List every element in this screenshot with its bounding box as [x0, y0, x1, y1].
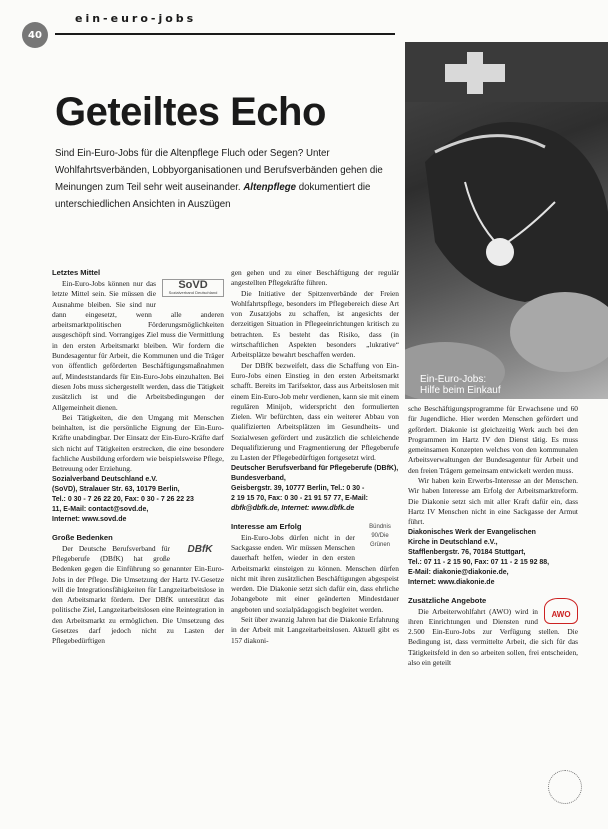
spacer — [231, 514, 399, 522]
lead-text-end: dokumentiert die unterschiedlichen Ansichten in Auszügen — [55, 182, 371, 210]
paragraph: Die Initiative der Spitzenverbände der Freien Wohlfahrtspflege, besonders im Pflegebereich diese Art von Zusatzjobs zu schaffen, ist angesichts der derzeitigen Situation in Pflegeeinrichtungen kritisch zu betrachten. Es besteht das Risiko, dass (in wirtschaftlichen Aspekten besonders „lukrative“ Arbeitsplätze bewahrt beschaffen werden. — [231, 288, 399, 360]
section-heading-grosse-bedenken: Große Bedenken — [52, 532, 113, 542]
section-heading-zusaetzliche-angebote: Zusätzliche Angebote — [408, 595, 487, 605]
column-2 — [231, 268, 399, 813]
paragraph: Der DBfK bezweifelt, dass die Schaffung von Ein-Euro-Jobs einen Einstieg in den ersten Arbeitsmarkt schafft. Bereits im Tarifsektor, dass aus Arbeitslosen mit einem Ein-Euro-Job mehr verdienen, kann sie mit einem regulären Minijob, widerspricht den formulierten Zielen. Wir befürchten, dass ein weiterer Abbau von qualifizierten Arbeitsplätzen im Gesundheits- und Sozialwesen gefördert und zusätzlich die schleichende Dequalifizierung und Fragmentierung der Pflegeberufe zu Lasten der Pflegebedürftigen fortgesetzt wird. — [231, 360, 399, 463]
article-headline: Geteiltes Echo — [55, 90, 326, 134]
caption-line-1: Ein-Euro-Jobs: — [420, 374, 487, 385]
contact-line: Kirche in Deutschland e.V., — [408, 538, 498, 546]
sovd-logo-text: SoVD — [178, 279, 208, 291]
contact-line: 2 19 15 70, Fax: 0 30 - 21 91 57 77, E-Mail: — [231, 494, 368, 502]
column-1 — [52, 268, 224, 813]
contact-line: Stafflenbergstr. 76, 70184 Stuttgart, — [408, 548, 526, 556]
contact-diakonie — [408, 528, 578, 588]
sovd-logo-subtext: Sozialverband Deutschland — [168, 290, 218, 295]
page-number: 40 — [22, 22, 48, 48]
buendnis-logo: Bündnis 90/Die Grünen — [369, 523, 391, 548]
contact-line: Diakonisches Werk der Evangelischen — [408, 528, 536, 536]
section-heading-interesse-am-erfolg: Interesse am Erfolg — [231, 521, 302, 531]
contact-line: Internet: www.sovd.de — [52, 515, 127, 523]
awo-logo: AWO — [544, 598, 578, 624]
paragraph: gen gehen und zu einer Beschäftigung der regulär angestellten Pflegekräfte führen. — [231, 268, 399, 288]
contact-line: 11, E-Mail: contact@sovd.de, — [52, 505, 149, 513]
contact-line: E-Mail: diakonie@diakonie.de, — [408, 568, 509, 576]
contact-line: Geisbergstr. 39, 10777 Berlin, Tel.: 0 30 - — [231, 484, 365, 492]
dbfk-logo: DBfK — [187, 543, 213, 555]
paragraph: Ein-Euro-Jobs können nur das letzte Mittel sein. Sie müssen die Ausnahme bleiben. Sie sind nur dann eingesetzt, wenn alle anderen arbeitsmarktpolitischen Förderungsmöglichkeiten ausgeschöpft sind. Vorrangiges Ziel muss die Vermittlung in den ersten Arbeitsmarkt bleiben. Wir fordern die Bundesagentur für Arbeit, die Kommunen und die Träger von öffentlich geförderten Beschäftigungsmaßnahmen auf, Mindeststandards für Ein-Euro-Jobs einzuhalten. Bei diesen Jobs muss sichergestellt werden, dass die Tätigkeit zusätzlich ist und die Arbeitsbedingungen der Allgemeinheit dienen. — [52, 279, 224, 412]
contact-line: (SoVD), Stralauer Str. 63, 10179 Berlin, — [52, 485, 180, 493]
sovd-logo — [162, 279, 224, 297]
photo-caption — [420, 374, 501, 396]
contact-line: dbfk@dbfk.de, Internet: www.dbfk.de — [231, 504, 355, 512]
lead-magazine: Altenpflege — [243, 182, 297, 193]
contact-line: Tel.: 0 30 - 7 26 22 20, Fax: 0 30 - 7 26 22 23 — [52, 495, 194, 503]
contact-line: Deutscher Berufsverband für Pflegeberufe (DBfK), Bundesverband, — [231, 464, 399, 482]
paragraph: sche Beschäftigungsprogramme für Erwachsene und 60 für Jugendliche. Hier werden Menschen gefördert und gefördert. Diakonie ist gleichzeitig Werk auch bei den Programmen im Hartz IV den Dienst tätig. Es muss gemeinsamen Konzepten welches von den kommunalen Arbeitsverwaltungen der Bundesagentur für Arbeit und den freien Trägern gemeinsam entwickelt werden muss. — [408, 404, 578, 475]
lead-text: Sind Ein-Euro-Jobs für die Altenpflege Fluch oder Segen? Unter Wohlfahrtsverbänden, Lobbyorganisationen und Berufsverbänden gehen die Meinungen zum Teil sehr weit auseinander. — [55, 148, 383, 193]
spacer — [408, 588, 578, 596]
contact-sovd — [52, 475, 224, 525]
paragraph: Ein-Euro-Jobs dürfen nicht in der Sackgasse enden. Wir müssen Menschen dauerhaft helfen, wieder in den ersten Arbeitsmarkt einsteigen zu können. Menschen dürfen nicht mit ihren zusätzlichen Beschäftigungen abgespeist werden. Die Diakonie setzt sich dafür ein, dass ehrliche Jobangebote mit einer geänderten Mindestdauer angeboten und sozialpädagogisch begleitet werden. — [231, 532, 399, 614]
column-3 — [408, 404, 578, 814]
header-rule — [55, 33, 395, 35]
article-lead — [55, 145, 395, 213]
contact-line: Sozialverband Deutschland e.V. — [52, 475, 158, 483]
contact-dbfk — [231, 464, 399, 514]
paragraph: Seit über zwanzig Jahren hat die Diakonie Erfahrung in der Arbeit mit Langzeitarbeitslosen. Aktuell gibt es 157 diakoni- — [231, 615, 399, 645]
caption-line-2: Hilfe beim Einkauf — [420, 385, 501, 396]
article-photo — [405, 42, 608, 399]
paragraph: Bei Tätigkeiten, die den Umgang mit Menschen beinhalten, ist die persönliche Eignung der Ein-Euro-Kräfte unabdingbar. Der Einsatz der Ein-Euro-Kräfte darf sich nicht auf Tätigkeiten erstrecken, die eine besondere fachliche Ausbildung erfordern wie beispielsweise Pflege, Betreuung oder Erziehung. — [52, 412, 224, 474]
contact-line: Tel.: 07 11 - 2 15 90, Fax: 07 11 - 2 15 92 88, — [408, 558, 550, 566]
spacer — [52, 525, 224, 533]
paragraph: Die Arbeiterwohlfahrt (AWO) wird in ihren Einrichtungen und Diensten rund 2.500 Ein-Euro-Jobs zur Verfügung stellen. Die Bedingung ist, dass vermittelte Arbeit, die sich für das Tätigkeitsfeld in den so arbeiten sollen, frei entscheiden, also ein geteilt — [408, 606, 578, 668]
corner-stamp — [548, 770, 582, 804]
paragraph: Wir haben kein Erwerbs-Interesse an der Menschen. Wir haben Interesse am Erfolg der Arbeitsmarktreform. Die Diakonie setzt sich mit aller Kraft dafür ein, dass Hartz IV Menschen nicht in eine Sackgasse der Armut führt. — [408, 476, 578, 527]
photo-illustration — [405, 42, 608, 399]
section-heading-letztes-mittel: Letztes Mittel — [52, 268, 101, 277]
series-header: ein-euro-jobs — [75, 12, 197, 25]
contact-line: Internet: www.diakonie.de — [408, 578, 495, 586]
paragraph: Der Deutsche Berufsverband für Pflegeberufe (DBfK) hat große Bedenken gegen die Einführung so genannter Ein-Euro-Jobs in der Pflege. Die Umsetzung der Hartz IV-Gesetze will die Integrationsfähigkeiten für Langzeitarbeitslose in den Arbeitsmarkt fördern. Der DBfK unterstützt das politische Ziel, Langzeitarbeitslosen eine Reintegration in den Arbeitsmarkt zu ermöglichen. Die Umsetzung des Gesetzes darf jedoch nicht zu Lasten der Pflegebedürftigen — [52, 543, 224, 646]
